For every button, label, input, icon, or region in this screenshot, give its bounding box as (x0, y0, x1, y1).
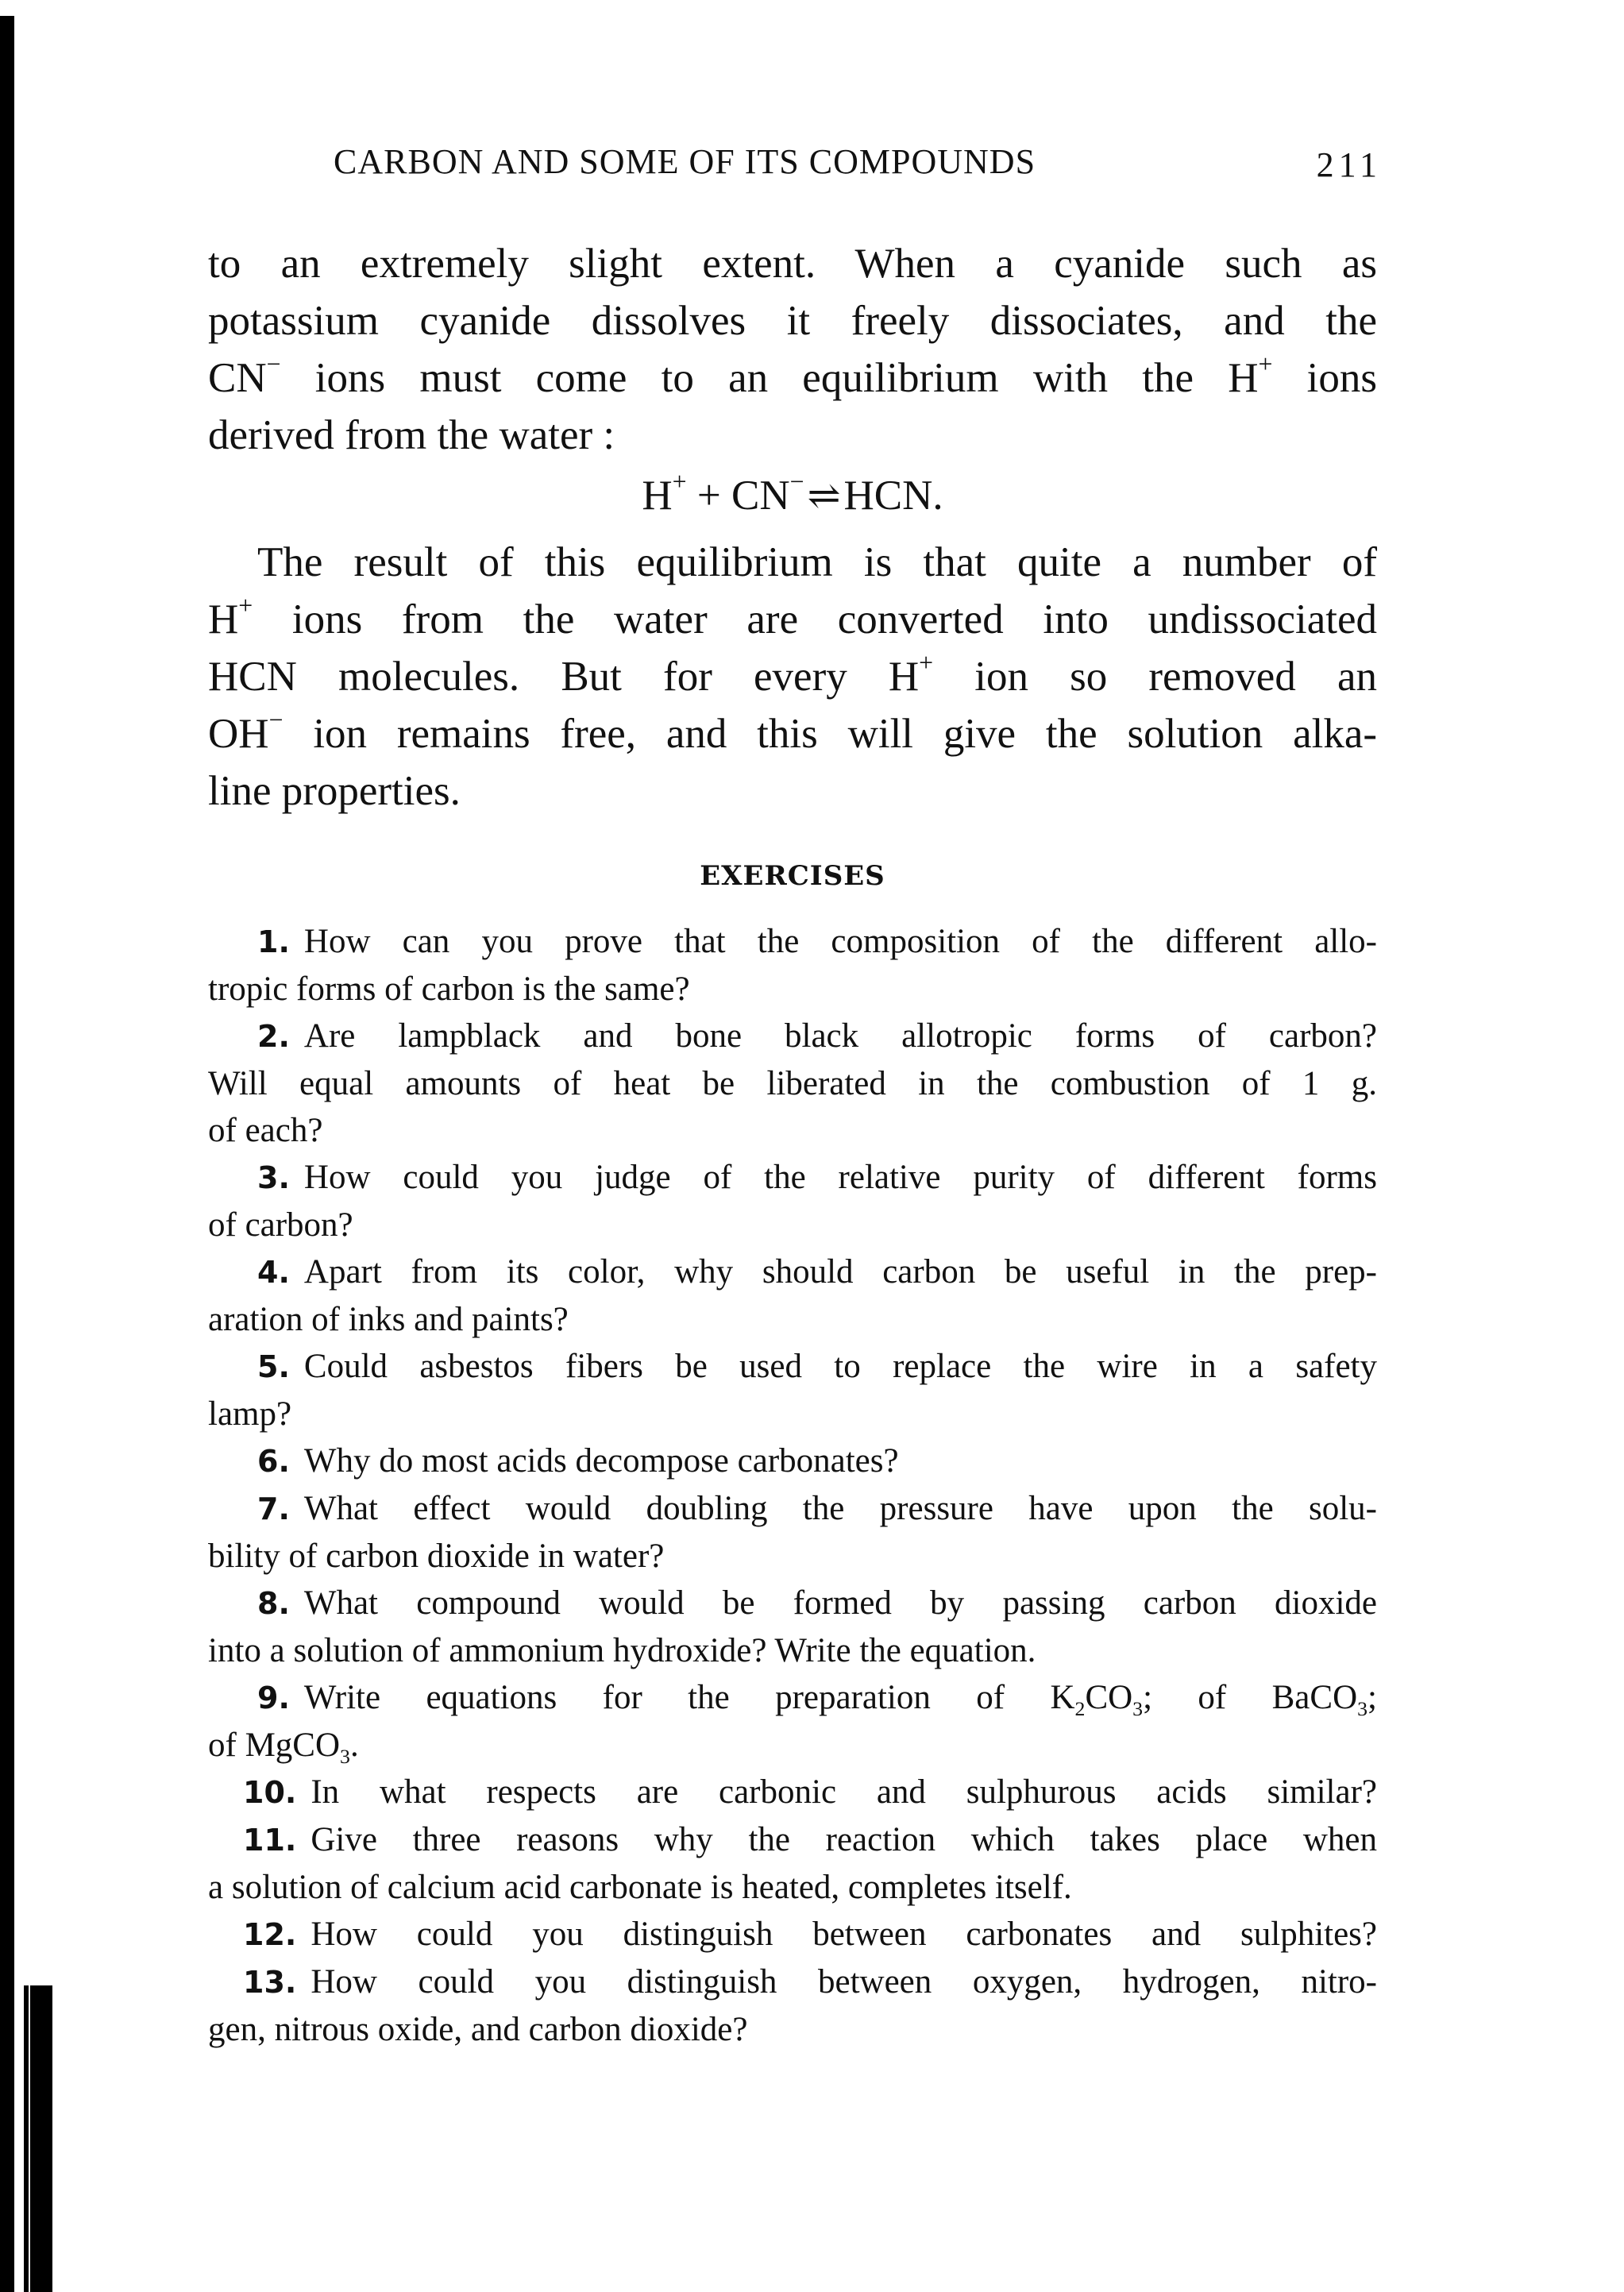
text-run: CN (208, 355, 267, 401)
text-line (208, 1769, 1377, 1816)
equation-term: H (642, 473, 673, 519)
exercise-item (208, 918, 1377, 1013)
exercise-item (208, 1580, 1377, 1674)
text-run: Give three reasons why the reaction which takes place when (311, 1821, 1377, 1858)
text-line (208, 1580, 1377, 1627)
text-run: Are lampblack and bone black allotropic forms of carbon? (303, 1017, 1377, 1055)
text-line (208, 1437, 1377, 1485)
subscript: 3 (340, 1745, 350, 1769)
text-run: CO (1085, 1679, 1133, 1716)
exercise-number: 12. (243, 1917, 297, 1952)
text-line (208, 1485, 1377, 1533)
text-run: Why do most acids decompose carbonates? (303, 1442, 899, 1480)
page-binding-edge-inner (24, 1985, 29, 2292)
text-run: ion remains free, and this will give the solution alka- (283, 711, 1377, 757)
subscript: 3 (1357, 1697, 1368, 1721)
ion-charge: + (672, 468, 687, 496)
text-line: Will equal amounts of heat be liberated in the combustion of 1 g. (208, 1065, 1377, 1102)
subscript: 2 (1074, 1697, 1086, 1721)
text-run: ; of BaCO (1143, 1679, 1358, 1716)
text-run: What compound would be formed by passing carbon dioxide (303, 1584, 1377, 1622)
exercise-item (208, 1437, 1377, 1485)
text-run: ions from the water are converted into undissociated (253, 596, 1377, 642)
exercise-number: 7. (257, 1491, 290, 1526)
section-heading-exercises: EXERCISES (700, 860, 885, 892)
text-line: line properties. (208, 768, 461, 814)
exercise-number: 9. (257, 1680, 290, 1715)
text-line: gen, nitrous oxide, and carbon dioxide? (208, 2011, 748, 2048)
ion-charge: + (919, 649, 934, 677)
text-line: a solution of calcium acid carbonate is heated, completes itself. (208, 1869, 1072, 1906)
text-run: Could asbestos fibers be used to replace the wire in a safety (303, 1348, 1377, 1385)
text-run: H (208, 596, 239, 642)
text-run: How could you judge of the relative purity of different forms (303, 1159, 1377, 1196)
exercise-number: 3. (257, 1160, 290, 1195)
text-run: . (349, 1727, 359, 1764)
text-line (208, 1013, 1377, 1060)
exercise-item (208, 1769, 1377, 1816)
running-title: CARBON AND SOME OF ITS COMPOUNDS (334, 142, 1036, 181)
equation-term: CN (731, 473, 790, 519)
text-line (208, 705, 1377, 762)
text-line (208, 1911, 1377, 1958)
text-line (208, 1248, 1377, 1296)
ion-charge: − (268, 706, 284, 735)
exercise-item (208, 1248, 1377, 1343)
equation-product: HCN. (843, 473, 943, 519)
text-run: What effect would doubling the pressure have upon the solu- (303, 1490, 1377, 1527)
text-line: derived from the water : (208, 412, 615, 458)
text-run: ; (1367, 1679, 1377, 1716)
text-line: lamp? (208, 1395, 292, 1433)
text-line: potassium cyanide dissolves it freely dissociates, and the (208, 298, 1377, 344)
text-line: aration of inks and paints? (208, 1301, 569, 1338)
page-binding-edge (0, 16, 14, 2292)
equation-operator: + (686, 473, 731, 519)
text-line (208, 1816, 1377, 1864)
text-line (208, 918, 1377, 966)
text-line (208, 1343, 1377, 1391)
exercise-list (208, 918, 1377, 2053)
text-line (208, 1958, 1377, 2006)
ion-charge: − (789, 468, 804, 496)
text-line (208, 1674, 1377, 1722)
text-line (208, 591, 1377, 648)
ion-charge: − (266, 350, 281, 379)
text-line (208, 1722, 1377, 1769)
exercise-number: 13. (243, 1965, 297, 2000)
exercise-item (208, 1154, 1377, 1248)
exercise-number: 5. (257, 1349, 290, 1384)
exercise-item (208, 1816, 1377, 1911)
text-run: How could you distinguish between oxygen, hydrogen, nitro- (311, 1963, 1377, 2001)
exercise-number: 2. (257, 1019, 290, 1054)
exercise-item (208, 1958, 1377, 2053)
exercise-number: 11. (243, 1823, 297, 1858)
exercise-item (208, 1343, 1377, 1437)
paragraph-equilibrium-result (208, 534, 1377, 820)
exercise-item (208, 1674, 1377, 1769)
page-body (208, 235, 1377, 2053)
subscript: 3 (1132, 1697, 1144, 1721)
text-line (208, 648, 1377, 705)
text-line: of each? (208, 1112, 323, 1149)
text-run: How could you distinguish between carbonates and sulphites? (311, 1916, 1377, 1953)
page-binding-edge-shadow (30, 1985, 52, 2292)
text-run: In what respects are carbonic and sulphurous acids similar? (311, 1773, 1377, 1811)
text-line: into a solution of ammonium hydroxide? Write the equation. (208, 1632, 1036, 1669)
text-run: How can you prove that the composition of the different allo- (303, 923, 1377, 960)
ion-charge: + (1258, 350, 1273, 379)
text-run: ions must come to an equilibrium with the H (280, 355, 1259, 401)
exercise-number: 1. (257, 924, 290, 959)
text-line (208, 349, 1377, 407)
text-run: ions (1272, 355, 1378, 401)
text-run: HCN molecules. But for every H (208, 654, 920, 700)
text-run: Write equations for the preparation of K (303, 1679, 1075, 1716)
text-line: of carbon? (208, 1206, 353, 1244)
ion-charge: + (238, 592, 253, 620)
page-number: 211 (1316, 145, 1382, 184)
text-run: of MgCO (208, 1727, 341, 1764)
text-run: Apart from its color, why should carbon be useful in the prep- (303, 1253, 1377, 1291)
text-line: The result of this equilibrium is that quite a number of (257, 539, 1377, 585)
exercise-number: 8. (257, 1586, 290, 1621)
paragraph-cyanide-dissociation (208, 235, 1377, 464)
equilibrium-arrow-icon: ⇌ (807, 473, 841, 518)
exercise-item (208, 1911, 1377, 1958)
exercise-item (208, 1485, 1377, 1580)
text-run: OH (208, 711, 269, 757)
chemical-equation (208, 465, 1377, 526)
exercise-item (208, 1013, 1377, 1154)
exercise-number: 10. (243, 1775, 297, 1810)
text-line: bility of carbon dioxide in water? (208, 1538, 665, 1575)
text-run: ion so removed an (933, 654, 1378, 700)
text-line (208, 1154, 1377, 1202)
exercise-number: 4. (257, 1255, 290, 1290)
text-line: tropic forms of carbon is the same? (208, 970, 690, 1008)
exercise-number: 6. (257, 1444, 290, 1479)
text-line: to an extremely slight extent. When a cyanide such as (208, 241, 1377, 287)
